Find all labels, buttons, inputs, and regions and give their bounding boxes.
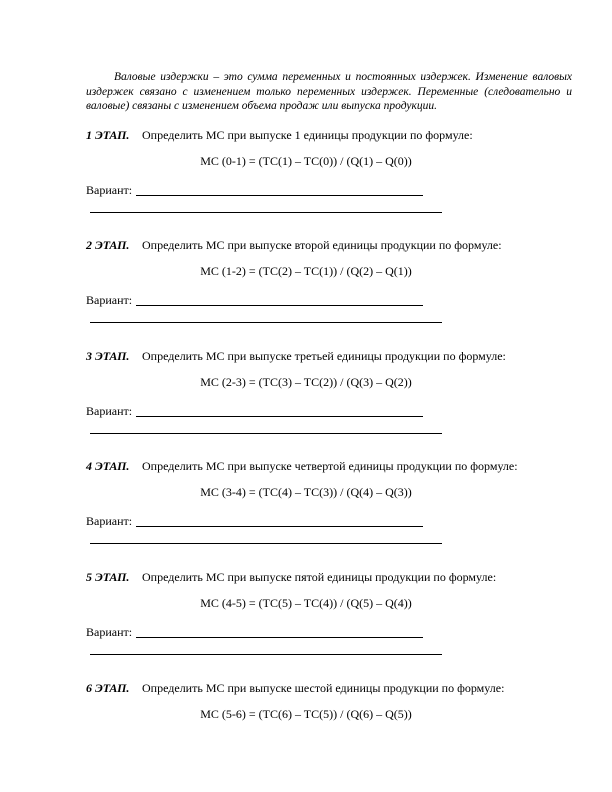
variant-answer-line-2[interactable]	[90, 212, 442, 213]
variant-label: Вариант:	[86, 183, 133, 197]
variant-answer-line-2[interactable]	[90, 322, 442, 323]
stage-heading	[86, 570, 496, 585]
variant-answer-line-2[interactable]	[90, 433, 442, 434]
stage-label: 3 ЭТАП.	[86, 349, 130, 363]
stage-task: Определить МС при выпуске четвертой единицы продукции по формуле:	[142, 459, 518, 473]
stage-6	[0, 681, 612, 791]
stage-task: Определить МС при выпуске третьей единицы продукции по формуле:	[142, 349, 506, 363]
variant-answer-line[interactable]	[136, 416, 423, 417]
stage-task: Определить МС при выпуске 1 единицы продукции по формуле:	[142, 128, 473, 142]
stage-task: Определить МС при выпуске шестой единицы продукции по формуле:	[142, 681, 505, 695]
stage-formula: МС (0-1) = (TC(1) – TC(0)) / (Q(1) – Q(0))	[200, 154, 412, 168]
stage-label: 5 ЭТАП.	[86, 570, 130, 584]
stage-heading	[86, 128, 473, 143]
stage-heading	[86, 681, 504, 696]
stage-formula: МС (5-6) = (TC(6) – TC(5)) / (Q(6) – Q(5))	[200, 707, 412, 721]
stage-formula: МС (3-4) = (TC(4) – TC(3)) / (Q(4) – Q(3))	[200, 485, 412, 499]
variant-label: Вариант:	[86, 625, 133, 639]
stage-task: Определить МС при выпуске пятой единицы продукции по формуле:	[142, 570, 497, 584]
variant-answer-line[interactable]	[136, 195, 423, 196]
stage-4	[0, 459, 612, 569]
stage-5	[0, 570, 612, 680]
stage-label: 1 ЭТАП.	[86, 128, 130, 142]
variant-answer-line[interactable]	[136, 526, 423, 527]
stage-label: 6 ЭТАП.	[86, 681, 130, 695]
stage-3	[0, 349, 612, 459]
stage-2	[0, 238, 612, 348]
variant-answer-line[interactable]	[136, 637, 423, 638]
variant-label: Вариант:	[86, 514, 133, 528]
variant-label: Вариант:	[86, 404, 133, 418]
stage-formula: МС (4-5) = (TC(5) – TC(4)) / (Q(5) – Q(4))	[200, 596, 412, 610]
variant-label: Вариант:	[86, 293, 133, 307]
stage-heading	[86, 459, 518, 474]
stage-formula: МС (2-3) = (TC(3) – TC(2)) / (Q(3) – Q(2))	[200, 375, 412, 389]
variant-answer-line-2[interactable]	[90, 543, 442, 544]
intro-paragraph: Валовые издержки – это сумма переменных и постоянных издержек. Изменение валовых издержек связано с изменением только переменных издержек. Переменные (следовательно и валовые) связаны с изменением объема продаж или выпуска продукции.	[86, 71, 572, 112]
stage-formula: МС (1-2) = (TC(2) – TC(1)) / (Q(2) – Q(1))	[200, 264, 412, 278]
stage-1	[0, 128, 612, 238]
stage-heading	[86, 349, 506, 364]
stage-label: 2 ЭТАП.	[86, 238, 130, 252]
variant-answer-line-2[interactable]	[90, 654, 442, 655]
stage-heading	[86, 238, 502, 253]
stage-task: Определить МС при выпуске второй единицы продукции по формуле:	[142, 238, 502, 252]
variant-answer-line[interactable]	[136, 305, 423, 306]
stage-label: 4 ЭТАП.	[86, 459, 130, 473]
